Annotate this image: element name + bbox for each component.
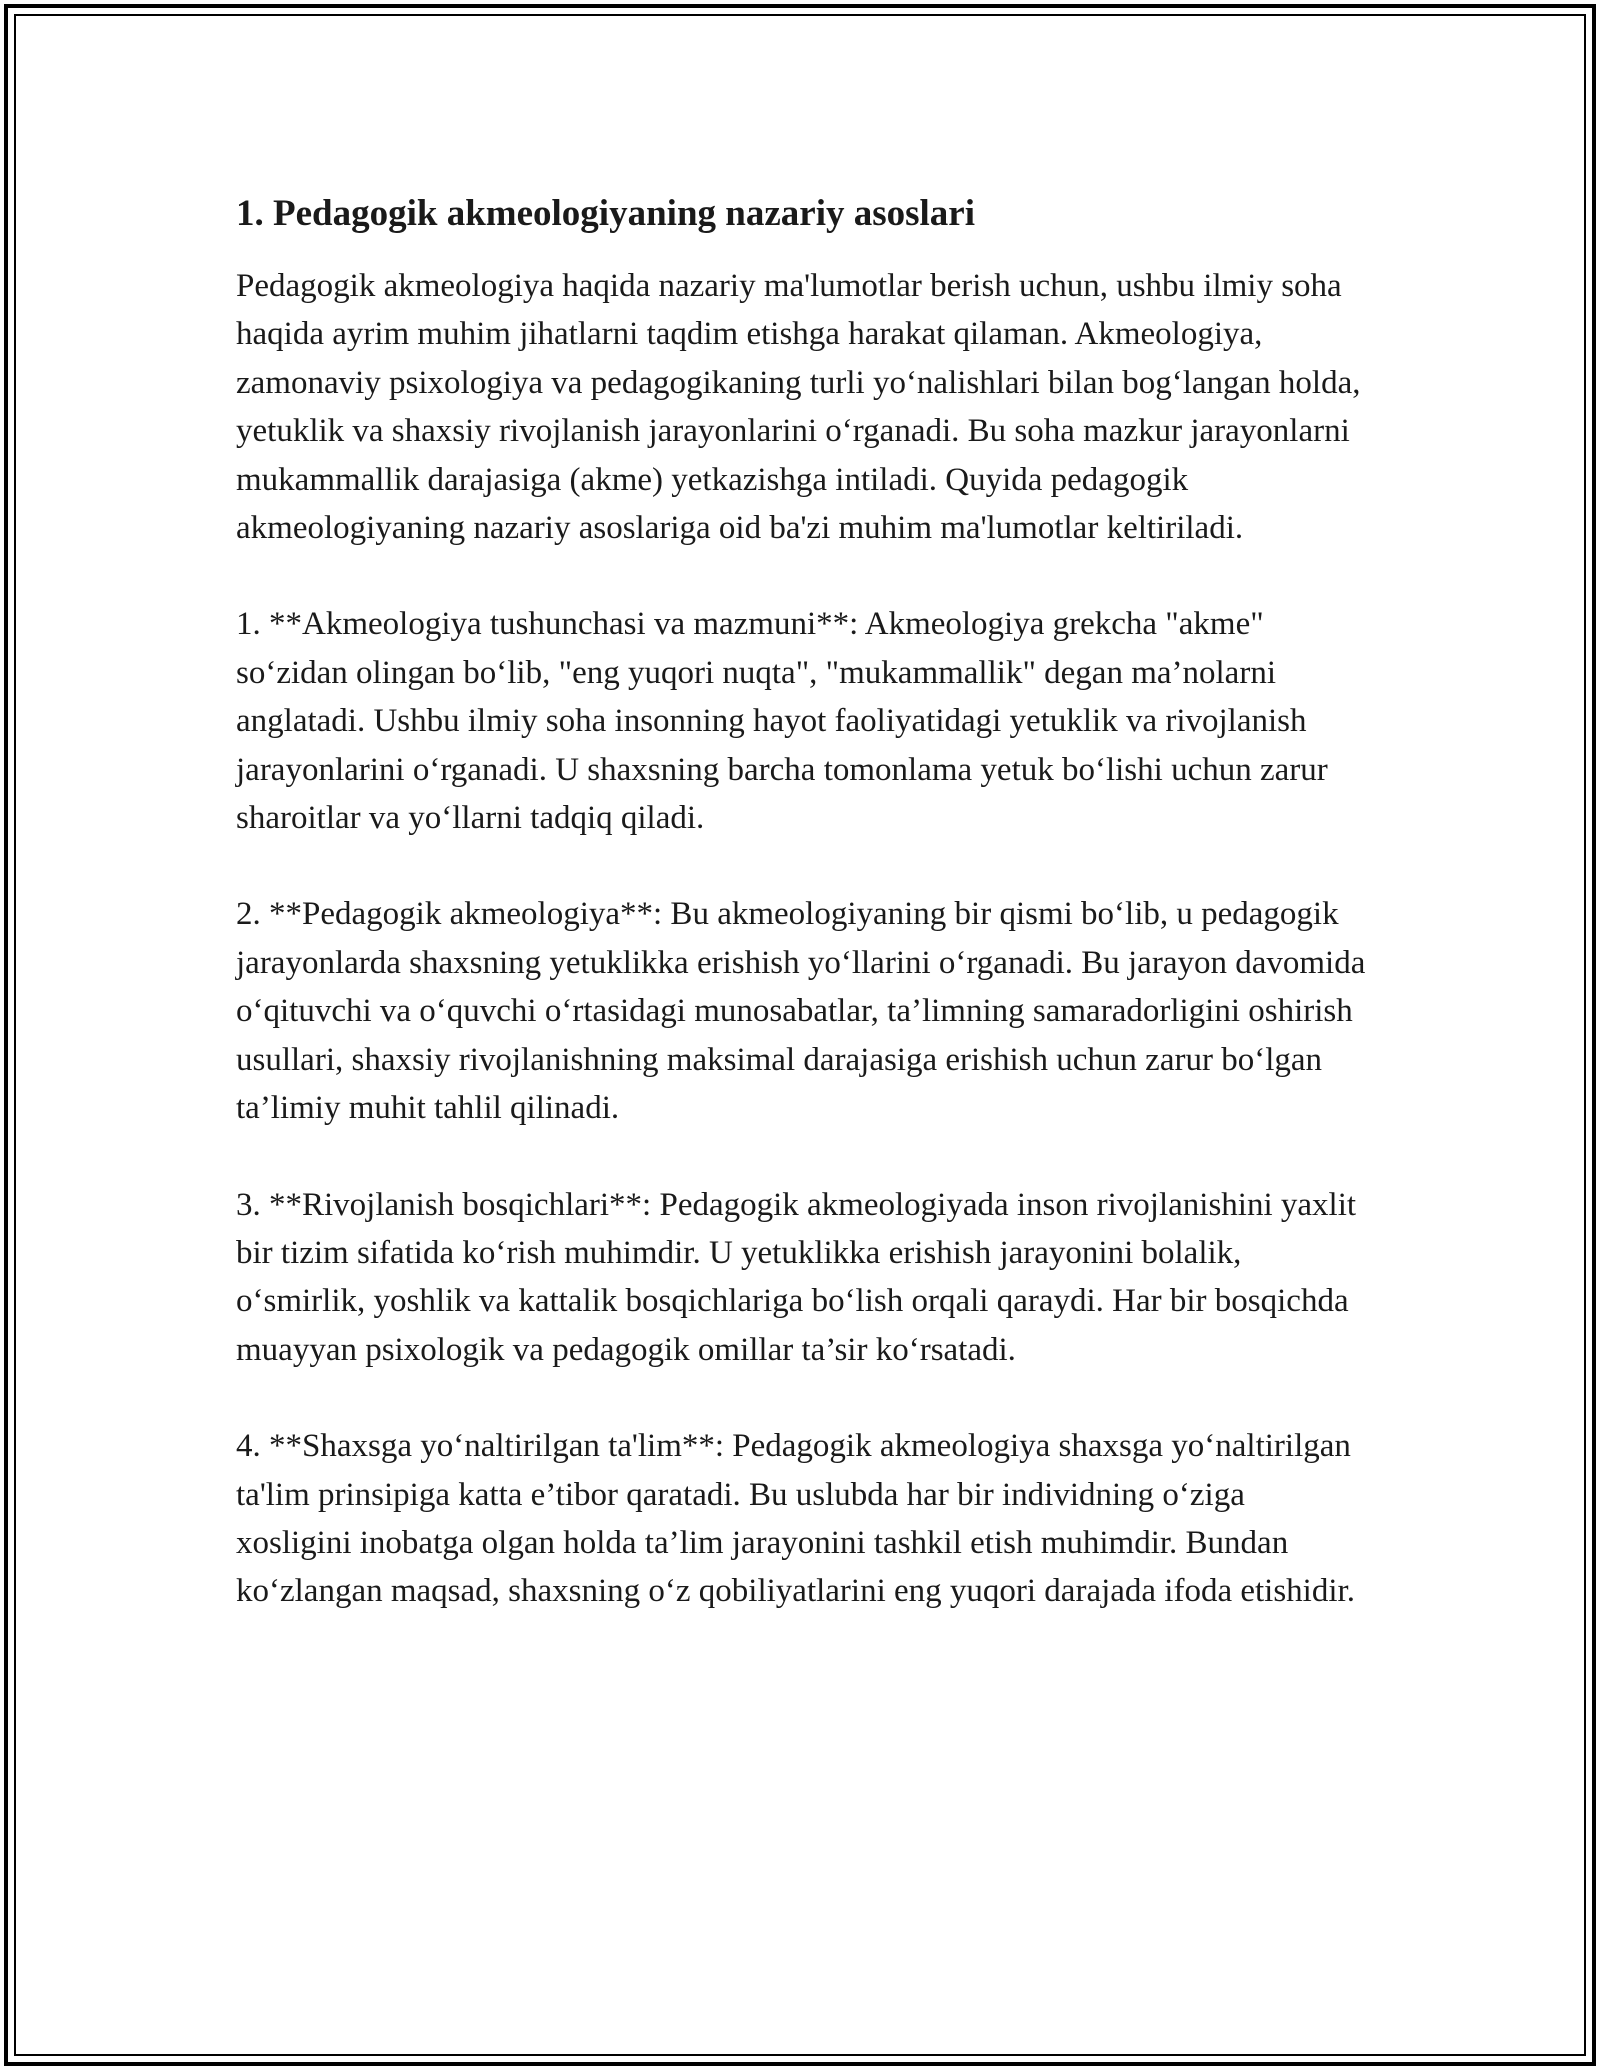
intro-paragraph: Pedagogik akmeologiya haqida nazariy ma'lumotlar berish uchun, ushbu ilmiy soha haqida ayrim muhim jihatlarni taqdim etishga harakat qilaman. Akmeologiya, zamonaviy psixologiya va pedagogikaning turli yoʻnalishlari bilan bogʻlangan holda, yetuklik va shaxsiy rivojlanish jarayonlarini oʻrganadi. Bu soha mazkur jarayonlarni mukammallik darajasiga (akme) yetkazishga intiladi. Quyida pedagogik akmeologiyaning nazariy asoslariga oid ba'zi muhim ma'lumotlar keltiriladi. xyxy=(236,268,1361,547)
paragraph-person-oriented-education: 4. **Shaxsga yoʻnaltirilgan ta'lim**: Pedagogik akmeologiya shaxsga yoʻnaltirilgan ta'lim prinsipiga katta e’tibor qaratadi. Bu uslubda har bir individning oʻziga xosligini inobatga olgan holda ta’lim jarayonini tashkil etish muhimdir. Bundan koʻzlangan maqsad, shaxsning oʻz qobiliyatlarini eng yuqori darajada ifoda etishidir. xyxy=(236,1428,1355,1610)
document-title: 1. Pedagogik akmeologiyaning nazariy asoslari xyxy=(236,193,976,234)
paragraph-pedagogical-akmeology: 2. **Pedagogik akmeologiya**: Bu akmeologiyaning bir qismi boʻlib, u pedagogik jarayonlarda shaxsning yetuklikka erishish yoʻllarini oʻrganadi. Bu jarayon davomida oʻqituvchi va oʻquvchi oʻrtasidagi munosabatlar, ta’limning samaradorligini oshirish usullari, shaxsiy rivojlanishning maksimal darajasiga erishish uchun zarur boʻlgan ta’limiy muhit tahlil qilinadi. xyxy=(236,896,1366,1127)
document-body xyxy=(236,188,1366,1664)
paragraph-akmeologiya-concept: 1. **Akmeologiya tushunchasi va mazmuni**: Akmeologiya grekcha "akme" soʻzidan olingan boʻlib, "eng yuqori nuqta", "mukammallik" degan ma’nolarni anglatadi. Ushbu ilmiy soha insonning hayot faoliyatidagi yetuklik va rivojlanish jarayonlarini oʻrganadi. U shaxsning barcha tomonlama yetuk boʻlishi uchun zarur sharoitlar va yoʻllarni tadqiq qiladi. xyxy=(236,606,1328,837)
paragraph-development-stages: 3. **Rivojlanish bosqichlari**: Pedagogik akmeologiyada inson rivojlanishini yaxlit bir tizim sifatida koʻrish muhimdir. U yetuklikka erishish jarayonini bolalik, oʻsmirlik, yoshlik va kattalik bosqichlariga boʻlish orqali qaraydi. Har bir bosqichda muayyan psixologik va pedagogik omillar ta’sir koʻrsatadi. xyxy=(236,1186,1357,1368)
